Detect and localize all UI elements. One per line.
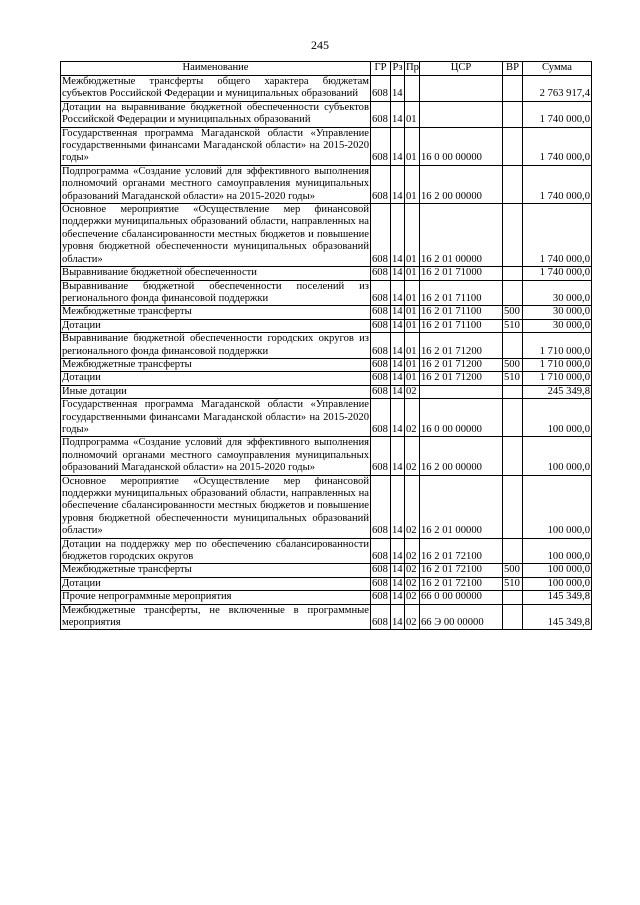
row-rz: 14	[392, 372, 403, 384]
row-pr: 01	[405, 280, 420, 306]
row-csr: 16 2 01 72100	[420, 538, 503, 564]
table-row	[61, 165, 592, 203]
row-rz: 14	[391, 437, 405, 475]
row-rz: 14	[391, 101, 405, 127]
row-sum: 100 000,0	[523, 564, 592, 577]
row-vr: 510	[503, 319, 523, 332]
row-name: Дотации	[61, 577, 371, 590]
row-name: Основное мероприятие «Осуществление мер финансовой поддержки муниципальных образований области, направленных на обеспечение сбалансированности местных бюджетов и повышение уровня бюджетной обеспеченности муниципальных образований области»	[62, 475, 369, 537]
table-row	[61, 385, 592, 398]
row-sum: 30 000,0	[523, 280, 592, 306]
row-gr: 608	[371, 399, 391, 437]
row-csr	[420, 101, 503, 127]
row-rz: 14	[392, 564, 403, 576]
row-sum: 30 000,0	[523, 319, 592, 332]
row-pr	[405, 76, 420, 102]
row-rz: 14	[391, 333, 405, 359]
table-row	[61, 564, 592, 577]
row-name: Выравнивание бюджетной обеспеченности городских округов из регионального фонда финансовой поддержки	[62, 333, 369, 357]
table-row	[61, 267, 592, 280]
row-name: Межбюджетные трансферты	[61, 306, 371, 319]
row-gr: 608	[371, 372, 391, 385]
row-sum: 145 349,8	[523, 591, 592, 604]
row-sum: 1 740 000,0	[523, 165, 592, 203]
row-name: Дотации	[61, 319, 371, 332]
row-vr	[503, 127, 523, 165]
row-pr: 02	[405, 577, 420, 590]
row-rz: 14	[391, 127, 405, 165]
row-sum: 100 000,0	[523, 399, 592, 437]
header-pr: Пр	[405, 62, 420, 76]
row-pr: 02	[405, 399, 420, 437]
table-row	[61, 358, 592, 371]
row-vr: 500	[503, 564, 523, 577]
row-pr: 01	[405, 204, 420, 267]
row-csr: 16 2 01 71000	[420, 267, 503, 280]
row-name: Дотации на выравнивание бюджетной обеспеченности субъектов Российской Федерации и муниципальных образований	[62, 101, 369, 126]
table-row	[61, 306, 592, 319]
row-name: Государственная программа Магаданской области «Управление государственными финансами Магаданской области» на 2015-2020 годы»	[62, 399, 369, 435]
row-csr: 16 2 01 00000	[420, 204, 503, 267]
row-sum: 100 000,0	[523, 577, 592, 590]
row-csr: 16 2 01 72100	[420, 564, 503, 577]
row-rz: 14	[391, 604, 405, 630]
row-name: Основное мероприятие «Осуществление мер финансовой поддержки муниципальных образований области, направленных на обеспечение сбалансированности местных бюджетов и повышение уровня бюджетной обеспеченности муниципальных образований области»	[62, 204, 369, 265]
table-row	[61, 127, 592, 165]
row-rz: 14	[392, 591, 403, 603]
row-name: Межбюджетные трансферты	[61, 564, 371, 577]
row-pr: 01	[405, 165, 420, 203]
row-sum: 1 710 000,0	[523, 333, 592, 359]
table-row	[61, 280, 592, 306]
row-pr: 01	[405, 101, 420, 127]
row-name: Дотации	[61, 372, 371, 385]
header-vr: ВР	[503, 62, 523, 76]
row-csr: 16 2 01 71100	[420, 319, 503, 332]
row-pr: 01	[405, 372, 420, 385]
row-sum: 1 740 000,0	[523, 127, 592, 165]
row-gr: 608	[371, 306, 391, 319]
table-body	[61, 76, 592, 630]
row-rz: 14	[392, 358, 403, 370]
row-rz: 14	[391, 204, 405, 267]
row-vr	[503, 280, 523, 306]
row-csr: 16 0 00 00000	[420, 399, 503, 437]
row-csr: 16 2 01 71200	[420, 358, 503, 371]
table-row	[61, 577, 592, 590]
row-vr	[503, 267, 523, 280]
row-rz: 14	[391, 165, 405, 203]
table-row	[61, 333, 592, 359]
row-csr: 16 2 01 71100	[420, 306, 503, 319]
row-rz: 14	[391, 475, 405, 538]
row-gr: 608	[371, 564, 391, 577]
row-gr: 608	[371, 538, 391, 564]
row-rz: 14	[392, 577, 403, 589]
table-row	[61, 475, 592, 538]
row-csr: 16 2 01 71200	[420, 333, 503, 359]
header-gr: ГР	[371, 62, 391, 76]
row-rz: 14	[392, 385, 403, 397]
row-pr: 02	[405, 437, 420, 475]
row-pr: 02	[405, 475, 420, 538]
row-pr: 02	[405, 538, 420, 564]
row-vr	[503, 591, 523, 604]
row-gr: 608	[371, 204, 391, 267]
row-vr	[503, 101, 523, 127]
row-csr: 16 2 01 72100	[420, 577, 503, 590]
row-vr	[503, 604, 523, 630]
row-name: Подпрограмма «Создание условий для эффективного выполнения полномочий органами местного самоуправления муниципальных образований Магаданской области» на 2015-2020 годы»	[62, 437, 369, 474]
row-csr: 16 2 01 71100	[420, 280, 503, 306]
row-name: Межбюджетные трансферты общего характера бюджетам субъектов Российской Федерации и муниципальных образований	[62, 76, 369, 100]
row-name: Прочие непрограммные мероприятия	[61, 591, 371, 604]
row-gr: 608	[371, 577, 391, 590]
row-name: Подпрограмма «Создание условий для эффективного выполнения полномочий органами местного самоуправления муниципальных образований Магаданской области» на 2015-2020 годы»	[62, 165, 369, 202]
row-vr	[503, 399, 523, 437]
row-sum: 2 763 917,4	[523, 76, 592, 102]
table-row	[61, 319, 592, 332]
row-gr: 608	[371, 333, 391, 359]
row-sum: 100 000,0	[523, 437, 592, 475]
row-csr: 16 2 00 00000	[420, 165, 503, 203]
row-rz: 14	[392, 267, 403, 279]
row-csr: 66 Э 00 00000	[420, 604, 503, 630]
row-pr: 02	[405, 385, 420, 398]
row-pr: 01	[405, 319, 420, 332]
header-rz: Рз	[391, 62, 405, 76]
row-sum: 30 000,0	[523, 306, 592, 319]
budget-table	[60, 61, 592, 630]
row-rz: 14	[391, 538, 405, 564]
row-gr: 608	[371, 358, 391, 371]
row-name: Межбюджетные трансферты	[61, 358, 371, 371]
table-row	[61, 372, 592, 385]
row-vr	[503, 538, 523, 564]
row-csr: 16 2 01 71200	[420, 372, 503, 385]
row-gr: 608	[371, 437, 391, 475]
row-gr: 608	[371, 319, 391, 332]
row-gr: 608	[371, 475, 391, 538]
row-gr: 608	[371, 604, 391, 630]
row-pr: 01	[405, 267, 420, 280]
row-sum: 100 000,0	[523, 538, 592, 564]
row-gr: 608	[371, 591, 391, 604]
row-csr	[420, 385, 503, 398]
row-gr: 608	[371, 76, 391, 102]
header-sum: Сумма	[523, 62, 592, 76]
row-gr: 608	[371, 165, 391, 203]
row-vr	[503, 204, 523, 267]
row-sum: 1 740 000,0	[523, 204, 592, 267]
row-csr: 66 0 00 00000	[420, 591, 503, 604]
table-header-row	[61, 62, 592, 76]
row-sum: 1 740 000,0	[523, 101, 592, 127]
table-row	[61, 101, 592, 127]
row-gr: 608	[371, 101, 391, 127]
row-name: Выравнивание бюджетной обеспеченности поселений из регионального фонда финансовой поддержки	[62, 280, 369, 304]
row-sum: 145 349,8	[523, 604, 592, 630]
row-gr: 608	[371, 267, 391, 280]
row-vr	[503, 385, 523, 398]
row-vr	[503, 165, 523, 203]
table-row	[61, 591, 592, 604]
row-csr	[420, 76, 503, 102]
table-row	[61, 604, 592, 630]
row-vr	[503, 333, 523, 359]
row-rz: 14	[391, 76, 405, 102]
row-vr: 500	[503, 306, 523, 319]
table-row	[61, 538, 592, 564]
row-rz: 14	[392, 306, 403, 318]
header-name: Наименование	[61, 62, 371, 76]
table-row	[61, 437, 592, 475]
row-vr: 510	[503, 577, 523, 590]
row-csr: 16 2 01 00000	[420, 475, 503, 538]
table-row	[61, 399, 592, 437]
row-rz: 14	[391, 399, 405, 437]
row-gr: 608	[371, 127, 391, 165]
row-name: Выравнивание бюджетной обеспеченности	[61, 267, 371, 280]
row-rz: 14	[392, 319, 403, 331]
row-pr: 02	[405, 564, 420, 577]
row-sum: 1 710 000,0	[523, 358, 592, 371]
row-csr: 16 0 00 00000	[420, 127, 503, 165]
row-pr: 01	[405, 358, 420, 371]
page-number: 245	[311, 38, 329, 52]
row-vr	[503, 76, 523, 102]
table-row	[61, 204, 592, 267]
row-csr: 16 2 00 00000	[420, 437, 503, 475]
row-pr: 02	[405, 604, 420, 630]
row-sum: 1 710 000,0	[523, 372, 592, 385]
row-name: Дотации на поддержку мер по обеспечению сбалансированности бюджетов городских округов	[62, 538, 369, 563]
row-pr: 01	[405, 306, 420, 319]
row-sum: 245 349,8	[523, 385, 592, 398]
header-csr: ЦСР	[420, 62, 503, 76]
row-name: Государственная программа Магаданской области «Управление государственными финансами Магаданской области» на 2015-2020 годы»	[62, 127, 369, 164]
row-vr: 500	[503, 358, 523, 371]
table-row	[61, 76, 592, 102]
row-gr: 608	[371, 280, 391, 306]
row-pr: 01	[405, 333, 420, 359]
row-vr	[503, 437, 523, 475]
row-name: Иные дотации	[61, 385, 371, 398]
row-pr: 01	[405, 127, 420, 165]
row-vr: 510	[503, 372, 523, 385]
row-sum: 1 740 000,0	[523, 267, 592, 280]
row-name: Межбюджетные трансферты, не включенные в программные мероприятия	[62, 604, 369, 629]
row-vr	[503, 475, 523, 538]
row-pr: 02	[405, 591, 420, 604]
row-sum: 100 000,0	[523, 475, 592, 538]
row-rz: 14	[391, 280, 405, 306]
row-gr: 608	[371, 385, 391, 398]
